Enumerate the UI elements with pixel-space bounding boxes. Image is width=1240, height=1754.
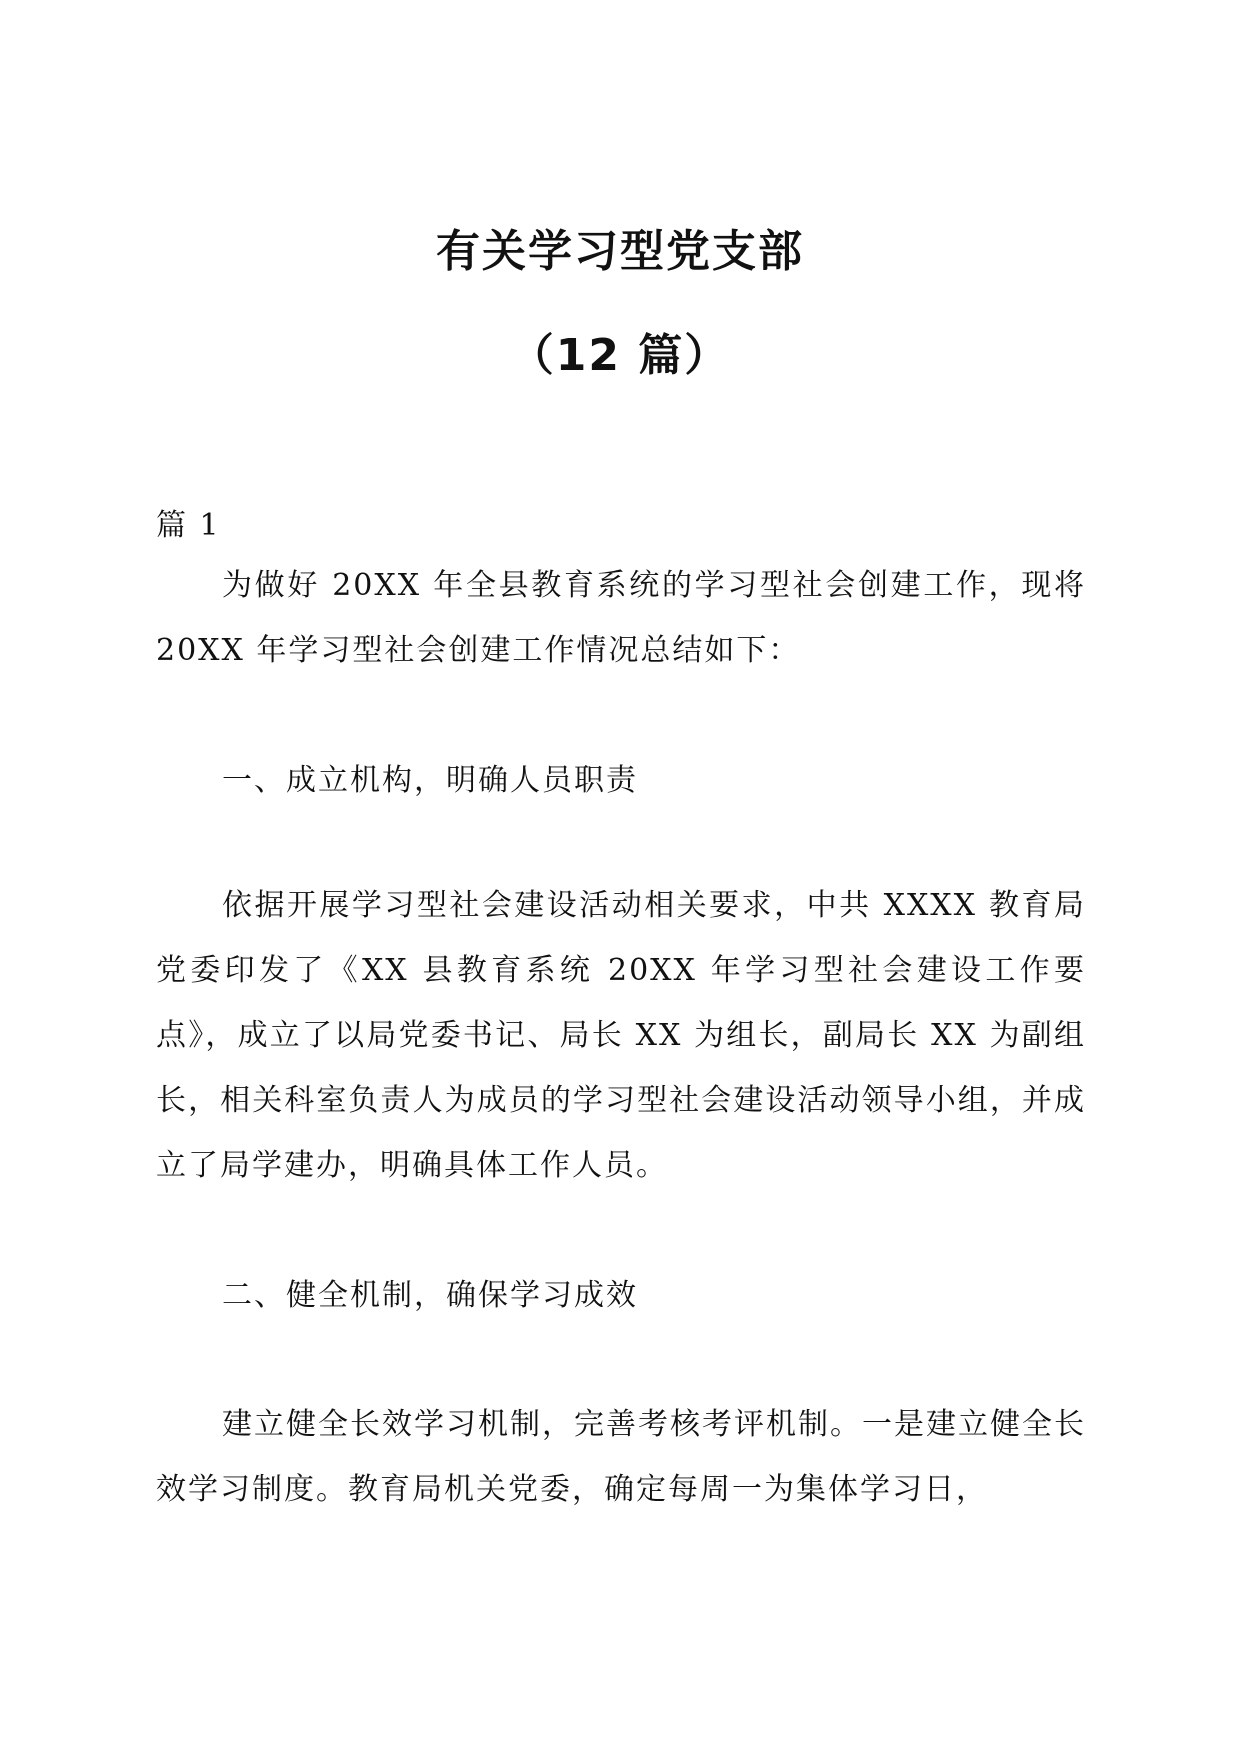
body-paragraph-1: 依据开展学习型社会建设活动相关要求，中共 XXXX 教育局党委印发了《XX 县教育系统 20XX 年学习型社会建设工作要点》，成立了以局党委书记、局长 XX 为组长，副局长 XX 为副组长，相关科室负责人为成员的学习型社会建设活动领导小组，并成立了局学建办，明确具体工作人员。 xyxy=(156,888,1086,1183)
document-subtitle: （12 篇） xyxy=(509,330,731,381)
intro-paragraph: 为做好 20XX 年全县教育系统的学习型社会创建工作，现将 20XX 年学习型社会创建工作情况总结如下： xyxy=(156,568,1086,668)
document-title: 有关学习型党支部 xyxy=(436,226,804,277)
body-paragraph-2: 建立健全长效学习机制，完善考核考评机制。一是建立健全长效学习制度。教育局机关党委，确定每周一为集体学习日， xyxy=(156,1407,1086,1507)
section-heading-2: 二、健全机制，确保学习成效 xyxy=(222,1278,638,1313)
section-heading-1: 一、成立机构，明确人员职责 xyxy=(222,763,638,798)
section-label: 篇 1 xyxy=(156,508,221,543)
